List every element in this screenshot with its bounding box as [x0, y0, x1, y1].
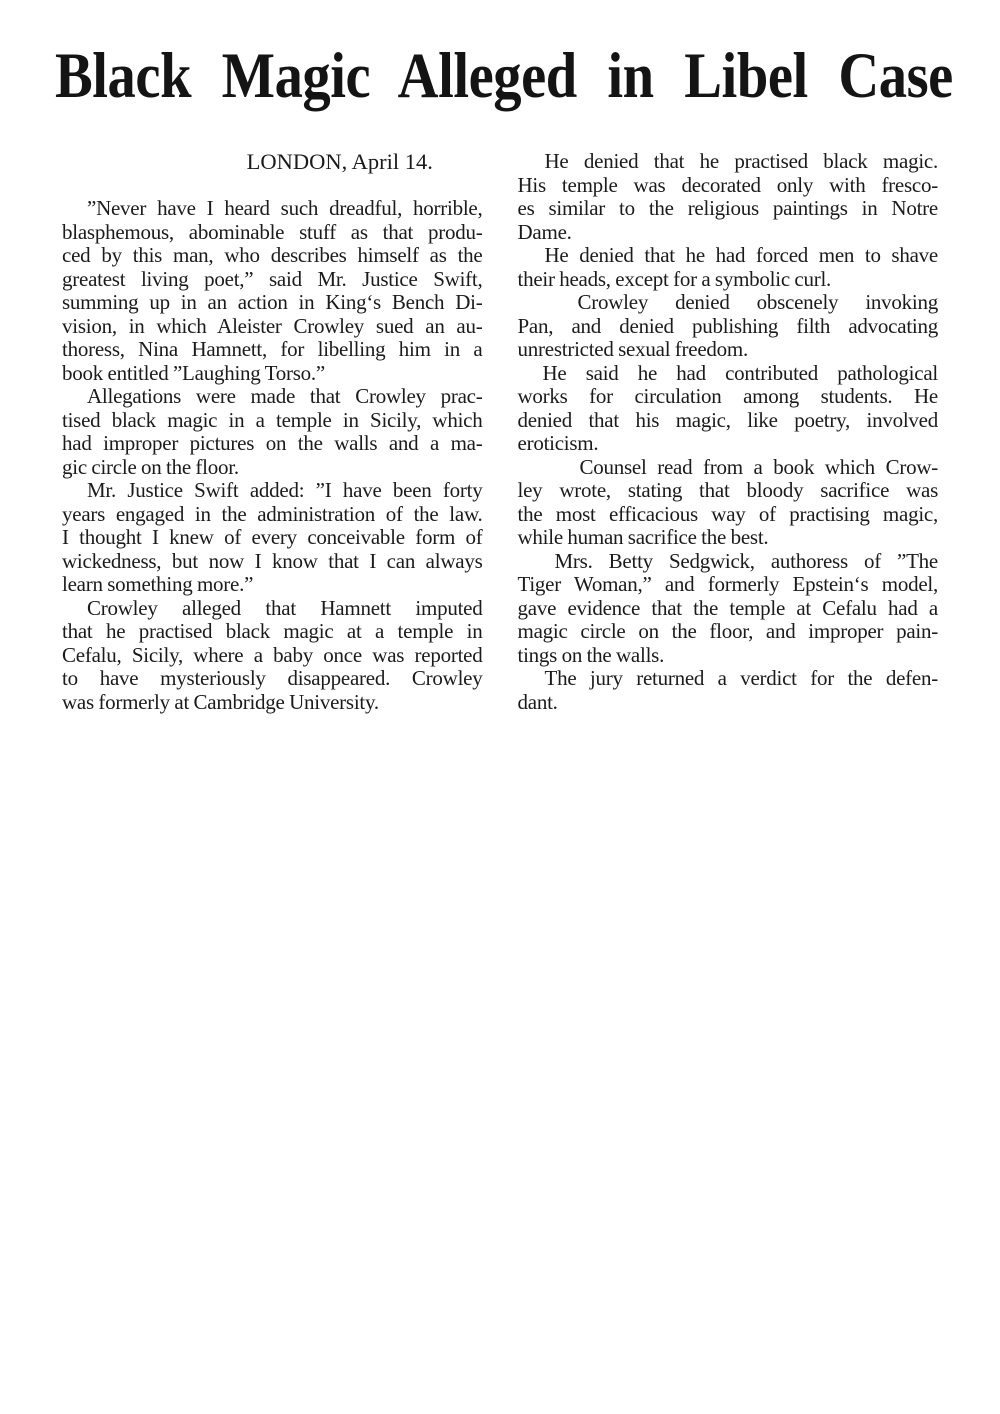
article-body [62, 150, 938, 714]
text-line: Crowley denied obscenely invoking [577, 290, 938, 314]
text-line: He denied that he had forced men to shave [544, 243, 938, 267]
text-line: tised black magic in a temple in Sicily, which [62, 407, 483, 432]
paragraph [518, 150, 939, 244]
text-line: The jury returned a verdict for the defen- [544, 666, 938, 690]
text-line: ley wrote, stating that bloody sacrifice was [517, 478, 938, 502]
text-line: that he practised black magic at a temple in [62, 619, 483, 643]
text-line: He said he had contributed pathological [542, 360, 938, 385]
text-line: Dame. [517, 219, 572, 244]
text-line: greatest living poet,” said Mr. Justice Swift, [62, 266, 483, 291]
text-line: eroticism. [517, 431, 599, 455]
text-line: Mrs. Betty Sedgwick, authoress of ”The [554, 548, 938, 573]
text-line: His temple was decorated only with fresco- [517, 172, 938, 197]
text-line: Tiger Woman,” and formerly Epstein‘s model, [517, 572, 938, 596]
right-column [518, 150, 939, 714]
text-line: the most efficacious way of practising magic, [517, 501, 938, 526]
text-line: es similar to the religious paintings in Notre [517, 196, 938, 220]
paragraph [518, 362, 939, 456]
text-line: their heads, except for a symbolic curl. [517, 266, 832, 291]
text-line: book entitled ”Laughing Torso.” [62, 360, 326, 385]
left-column [62, 150, 483, 714]
text-line: Mr. Justice Swift added: ”I have been forty [87, 478, 483, 502]
text-line: tings on the walls. [517, 642, 665, 667]
text-line: vision, in which Aleister Crowley sued an au- [62, 313, 483, 338]
text-line: had improper pictures on the walls and a ma- [62, 431, 483, 455]
text-line: blasphemous, abominable stuff as that produ- [62, 219, 483, 244]
paragraph [518, 244, 939, 291]
text-line: unrestricted sexual freedom. [517, 337, 748, 361]
text-line: gic circle on the floor. [62, 454, 239, 479]
text-line: works for circulation among students. He [517, 384, 938, 408]
dateline: LONDON, April 14. [246, 149, 433, 174]
text-line: thoress, Nina Hamnett, for libelling him in a [62, 337, 483, 361]
paragraph [518, 291, 939, 362]
text-line: years engaged in the administration of the law. [62, 501, 483, 526]
paragraph [62, 597, 483, 715]
text-line: dant. [517, 689, 558, 714]
text-line: while human sacrifice the best. [517, 525, 769, 549]
text-line: magic circle on the floor, and improper pain- [517, 619, 938, 643]
text-line: He denied that he practised black magic. [544, 149, 938, 173]
paragraph [518, 456, 939, 550]
text-line: I thought I knew of every conceivable form of [62, 525, 483, 549]
text-line: was formerly at Cambridge University. [62, 689, 379, 714]
text-line: Counsel read from a book which Crow- [579, 454, 938, 479]
paragraph [518, 667, 939, 714]
paragraph [518, 550, 939, 668]
text-line: gave evidence that the temple at Cefalu had a [517, 595, 938, 620]
text-line: Crowley alleged that Hamnett imputed [87, 595, 483, 620]
text-line: ”Never have I heard such dreadful, horrible, [87, 196, 483, 220]
headline: Black Magic Alleged in Libel Case [55, 40, 953, 112]
headline-container [55, 42, 953, 122]
text-line: denied that his magic, like poetry, involved [517, 407, 938, 432]
text-line: Cefalu, Sicily, where a baby once was reported [62, 642, 483, 667]
text-line: learn something more.” [62, 572, 254, 596]
text-line: ced by this man, who describes himself as the [62, 243, 483, 267]
paragraph [62, 197, 483, 385]
text-line: Pan, and denied publishing filth advocating [517, 313, 938, 338]
text-line: to have mysteriously disappeared. Crowley [62, 666, 483, 690]
text-line: wickedness, but now I know that I can always [62, 548, 483, 573]
text-line: summing up in an action in King‘s Bench Di- [62, 290, 483, 314]
text-line: Allegations were made that Crowley prac- [87, 384, 483, 408]
paragraph [62, 479, 483, 597]
paragraph [62, 385, 483, 479]
